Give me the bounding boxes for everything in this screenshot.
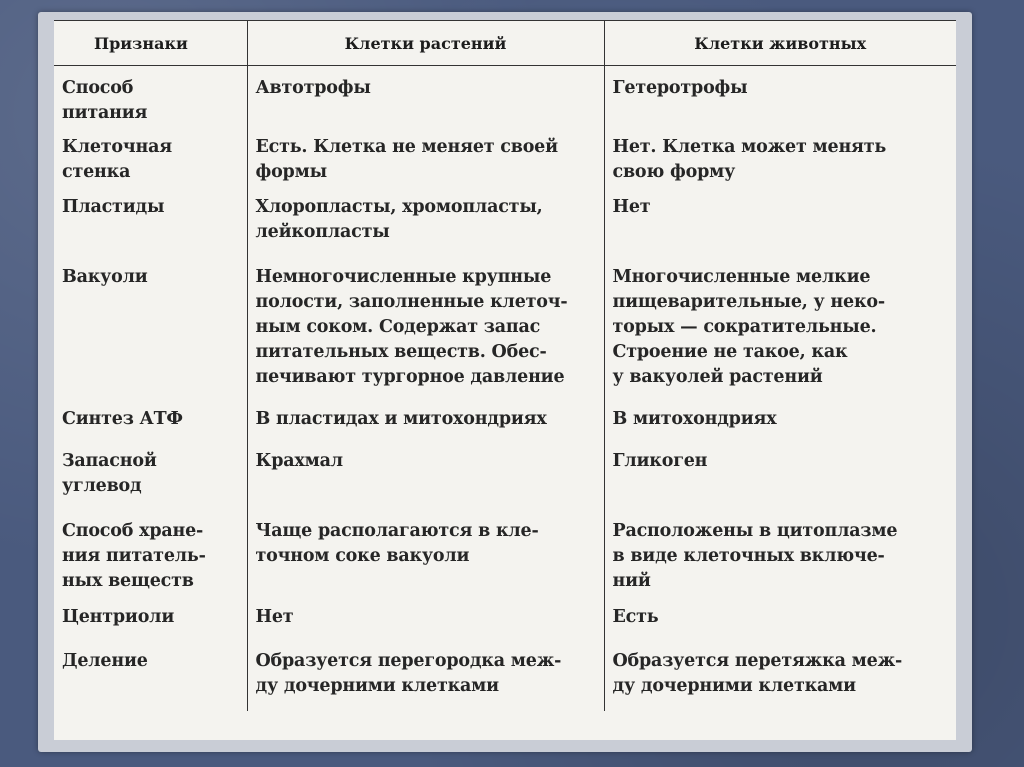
table-row: [54, 193, 956, 253]
plant-cell-value: Хлоропласты, хромопласты, лейкопласты: [255, 197, 543, 242]
feature-label: Способ питания: [62, 78, 148, 123]
header-features: Признаки: [54, 21, 247, 66]
feature-label: Центриоли: [62, 607, 175, 627]
animal-cell-value: Расположены в цитоплазме в виде клеточных включе- ний: [612, 521, 898, 591]
table-header-row: [54, 21, 956, 66]
feature-label: Деление: [62, 651, 148, 671]
plant-cell-value: Нет: [255, 607, 294, 627]
table-row: [54, 253, 956, 397]
feature-label: Вакуоли: [62, 267, 148, 287]
animal-cell-value: Нет: [612, 197, 651, 217]
plant-cell-value: Немногочисленные крупные полости, заполненные клеточ- ным соком. Содержат запас питательных веществ. Обес- печивают тургорное давление: [255, 267, 568, 387]
animal-cell-value: Гликоген: [612, 451, 708, 471]
animal-cell-value: Есть: [612, 607, 659, 627]
plant-cell-value: Образуется перегородка меж- ду дочерними клетками: [255, 651, 562, 696]
plant-cell-value: В пластидах и митохондриях: [255, 409, 547, 429]
table-row: [54, 509, 956, 599]
table-row: [54, 66, 956, 134]
plant-cell-value: Есть. Клетка не меняет своей формы: [255, 137, 558, 182]
table-row: [54, 397, 956, 441]
animal-cell-value: Нет. Клетка может менять свою форму: [612, 137, 887, 182]
document-sheet: [54, 20, 956, 740]
table-row: [54, 599, 956, 645]
feature-label: Клеточная стенка: [62, 137, 172, 182]
animal-cell-value: Многочисленные мелкие пищеварительные, у неко- торых — сократительные. Строение не такое, как у вакуолей растений: [612, 267, 885, 387]
table-row: [54, 133, 956, 193]
feature-label: Пластиды: [62, 197, 165, 217]
plant-cell-value: Автотрофы: [255, 78, 371, 98]
feature-label: Запасной углевод: [62, 451, 157, 496]
feature-label: Способ хране- ния питатель- ных веществ: [62, 521, 206, 591]
plant-cell-value: Крахмал: [255, 451, 343, 471]
plant-cell-value: Чаще располагаются в кле- точном соке вакуоли: [255, 521, 539, 566]
animal-cell-value: Гетеротрофы: [612, 78, 748, 98]
header-animal-cells: Клетки животных: [604, 21, 956, 66]
table-row: [54, 645, 956, 711]
animal-cell-value: В митохондриях: [612, 409, 777, 429]
header-plant-cells: Клетки растений: [247, 21, 604, 66]
comparison-table: [54, 20, 956, 711]
animal-cell-value: Образуется перетяжка меж- ду дочерними клетками: [612, 651, 903, 696]
feature-label: Синтез АТФ: [62, 409, 183, 429]
table-row: [54, 441, 956, 509]
